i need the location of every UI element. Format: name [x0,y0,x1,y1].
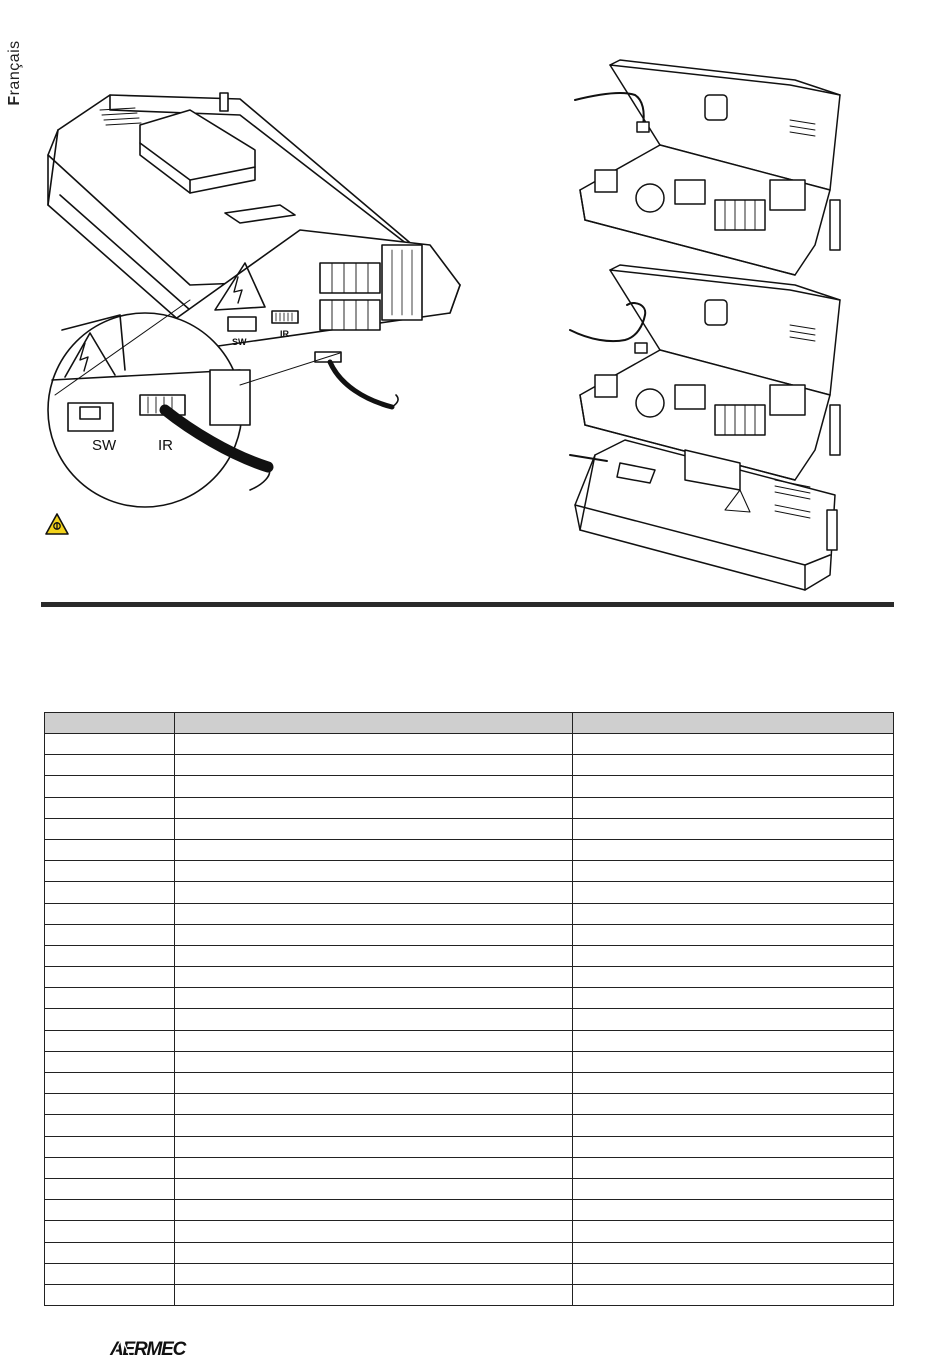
table-cell [45,755,175,776]
table-cell [572,1284,893,1305]
table-cell [572,1009,893,1030]
table-cell [572,1094,893,1115]
table-cell [572,924,893,945]
table-cell [175,776,572,797]
table-row [45,1009,894,1030]
table-header-cell [572,713,893,734]
zoom-ir-label: IR [158,437,173,454]
table-cell [175,1094,572,1115]
table-cell [175,1221,572,1242]
table-row [45,1221,894,1242]
table-cell [175,903,572,924]
table-cell [572,1221,893,1242]
table-cell [175,988,572,1009]
table-row [45,755,894,776]
table-row [45,967,894,988]
language-label: Français [6,40,23,106]
table-row [45,1073,894,1094]
table-cell [45,1094,175,1115]
table-cell [45,1157,175,1178]
table-cell [572,882,893,903]
table-row [45,1200,894,1221]
table-row [45,818,894,839]
table-cell [45,945,175,966]
table-cell [45,1263,175,1284]
table-cell [175,818,572,839]
table-cell [175,882,572,903]
installation-steps-diagram [565,50,855,595]
table-cell [45,1200,175,1221]
table-cell [175,945,572,966]
table-row [45,839,894,860]
table-cell [45,734,175,755]
table-cell [572,945,893,966]
table-cell [175,1009,572,1030]
table-row [45,776,894,797]
svg-text:AERMEC: AERMEC [110,1339,186,1360]
table-cell [45,988,175,1009]
table-cell [45,1136,175,1157]
table-cell [45,882,175,903]
table-cell [572,1136,893,1157]
table-cell [572,967,893,988]
table-row [45,903,894,924]
table-cell [175,1030,572,1051]
table-cell [572,1073,893,1094]
table-cell [572,797,893,818]
table-cell [175,1200,572,1221]
table-row [45,734,894,755]
table-cell [45,1221,175,1242]
table-row [45,1115,894,1136]
table-header-cell [175,713,572,734]
table-cell [45,818,175,839]
table-cell [175,1178,572,1199]
table-cell [175,755,572,776]
zoom-sw-label: SW [92,437,117,454]
table-row [45,1051,894,1072]
table-row [45,797,894,818]
table-cell [45,1178,175,1199]
table-row [45,1094,894,1115]
table-cell [175,1136,572,1157]
step-1-open-controller [575,60,840,275]
table-cell [175,1115,572,1136]
table-row [45,1178,894,1199]
table-cell [45,1284,175,1305]
table-row [45,924,894,945]
table-cell [45,903,175,924]
table-cell [175,1242,572,1263]
table-row [45,1242,894,1263]
table-cell [572,734,893,755]
table-header-row [45,713,894,734]
ir-label: IR [280,329,289,339]
table-cell [572,861,893,882]
sw-label: SW [232,337,247,347]
table-header-cell [45,713,175,734]
table-row [45,988,894,1009]
section-divider [41,602,894,607]
table-cell [175,1051,572,1072]
table-cell [572,1157,893,1178]
table-cell [175,1284,572,1305]
table-cell [572,755,893,776]
table-cell [45,1242,175,1263]
table-cell [175,967,572,988]
table-cell [45,1030,175,1051]
table-cell [45,1009,175,1030]
aermec-logo [109,1336,199,1365]
table-row [45,1263,894,1284]
table-cell [572,818,893,839]
table-row [45,1136,894,1157]
table-cell [572,839,893,860]
table-cell [175,861,572,882]
table-cell [175,1157,572,1178]
table-cell [45,1115,175,1136]
warning-triangle-icon [44,512,70,541]
table-cell [175,924,572,945]
table-row [45,1030,894,1051]
table-cell [45,776,175,797]
table-cell [572,1051,893,1072]
table-cell [45,839,175,860]
controller-diagram [40,85,480,510]
table-row [45,1157,894,1178]
table-cell [45,924,175,945]
table-cell [45,1051,175,1072]
table-cell [175,839,572,860]
table-cell [572,1178,893,1199]
table-cell [45,967,175,988]
table-cell [45,861,175,882]
table-cell [572,776,893,797]
table-row [45,1284,894,1305]
table-cell [175,734,572,755]
table-row [45,861,894,882]
table-cell [572,1200,893,1221]
table-cell [572,1115,893,1136]
table-cell [572,988,893,1009]
table-cell [175,1263,572,1284]
table-cell [572,1242,893,1263]
table-cell [175,797,572,818]
table-row [45,882,894,903]
language-tab [4,28,26,118]
table-row [45,945,894,966]
table-cell [572,1030,893,1051]
table-cell [572,1263,893,1284]
table-cell [572,903,893,924]
table-cell [45,1073,175,1094]
specification-table [44,712,894,1306]
table-body [45,734,894,1306]
table-cell [45,797,175,818]
table-cell [175,1073,572,1094]
